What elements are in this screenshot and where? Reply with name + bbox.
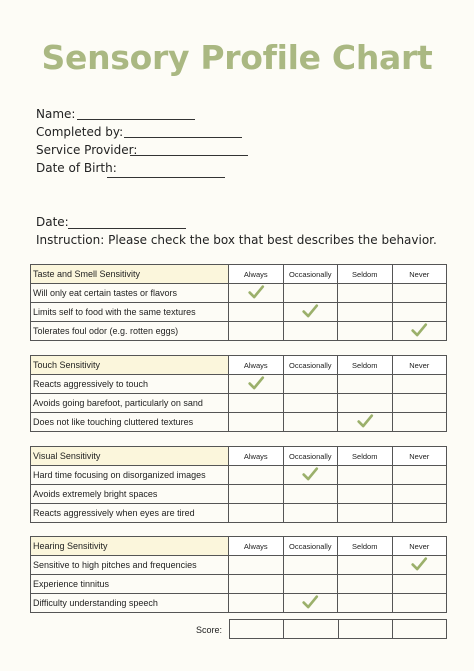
behavior-label: Avoids going barefoot, particularly on sand: [31, 394, 229, 413]
section-title: Hearing Sensitivity: [31, 537, 229, 556]
checkbox-cell[interactable]: [338, 594, 393, 613]
check-icon: [410, 321, 428, 339]
checkbox-cell[interactable]: [338, 322, 393, 341]
checkbox-cell[interactable]: [392, 413, 447, 432]
checkbox-cell[interactable]: [229, 375, 284, 394]
column-header: Occasionally: [283, 265, 338, 284]
checkbox-cell[interactable]: [392, 284, 447, 303]
column-header: Occasionally: [283, 356, 338, 375]
check-icon: [247, 283, 265, 301]
checkbox-cell[interactable]: [283, 303, 338, 322]
check-icon: [356, 412, 374, 430]
date-label: Date:: [36, 215, 69, 229]
check-icon: [301, 302, 319, 320]
checkbox-cell[interactable]: [229, 394, 284, 413]
section-table: [30, 264, 447, 341]
checkbox-cell[interactable]: [338, 394, 393, 413]
column-header: Occasionally: [283, 537, 338, 556]
column-header: Always: [229, 265, 284, 284]
table-row: [31, 594, 447, 613]
table-row: [31, 413, 447, 432]
checkbox-cell[interactable]: [229, 303, 284, 322]
checkbox-cell[interactable]: [338, 303, 393, 322]
table-row: [31, 394, 447, 413]
table-row: [31, 303, 447, 322]
date-field[interactable]: [68, 228, 186, 229]
checkbox-cell[interactable]: [338, 504, 393, 523]
column-header: Never: [392, 537, 447, 556]
checkbox-cell[interactable]: [283, 575, 338, 594]
checkbox-cell[interactable]: [283, 594, 338, 613]
section-title: Taste and Smell Sensitivity: [31, 265, 229, 284]
page-title: Sensory Profile Chart: [41, 38, 433, 77]
column-header: Never: [392, 265, 447, 284]
checkbox-cell[interactable]: [283, 394, 338, 413]
column-header: Never: [392, 447, 447, 466]
checkbox-cell[interactable]: [283, 413, 338, 432]
check-icon: [301, 593, 319, 611]
column-header: Always: [229, 537, 284, 556]
name-label: Name:: [36, 107, 76, 121]
name-field[interactable]: [77, 119, 195, 120]
score-cell[interactable]: [230, 620, 284, 639]
behavior-label: Limits self to food with the same textures: [31, 303, 229, 322]
checkbox-cell[interactable]: [338, 485, 393, 504]
column-header: Seldom: [338, 537, 393, 556]
checkbox-cell[interactable]: [392, 504, 447, 523]
behavior-label: Reacts aggressively to touch: [31, 375, 229, 394]
behavior-label: Will only eat certain tastes or flavors: [31, 284, 229, 303]
behavior-label: Hard time focusing on disorganized images: [31, 466, 229, 485]
table-row: [31, 322, 447, 341]
checkbox-cell[interactable]: [283, 485, 338, 504]
checkbox-cell[interactable]: [392, 394, 447, 413]
checkbox-cell[interactable]: [283, 375, 338, 394]
section-table: [30, 536, 447, 613]
score-cell[interactable]: [338, 620, 392, 639]
date-of-birth-field[interactable]: [107, 177, 225, 178]
column-header: Seldom: [338, 265, 393, 284]
checkbox-cell[interactable]: [283, 504, 338, 523]
service-provider-field[interactable]: [130, 155, 248, 156]
check-icon: [247, 374, 265, 392]
checkbox-cell[interactable]: [338, 556, 393, 575]
checkbox-cell[interactable]: [392, 575, 447, 594]
checkbox-cell[interactable]: [338, 575, 393, 594]
behavior-label: Sensitive to high pitches and frequencies: [31, 556, 229, 575]
table-row: [31, 504, 447, 523]
checkbox-cell[interactable]: [392, 375, 447, 394]
checkbox-cell[interactable]: [338, 413, 393, 432]
checkbox-cell[interactable]: [392, 466, 447, 485]
checkbox-cell[interactable]: [229, 284, 284, 303]
checkbox-cell[interactable]: [338, 284, 393, 303]
checkbox-cell[interactable]: [392, 556, 447, 575]
table-row: [31, 575, 447, 594]
checkbox-cell[interactable]: [229, 322, 284, 341]
behavior-label: Difficulty understanding speech: [31, 594, 229, 613]
checkbox-cell[interactable]: [229, 485, 284, 504]
checkbox-cell[interactable]: [229, 504, 284, 523]
table-row: [31, 556, 447, 575]
checkbox-cell[interactable]: [229, 594, 284, 613]
column-header: Occasionally: [283, 447, 338, 466]
column-header: Seldom: [338, 356, 393, 375]
column-header: Always: [229, 447, 284, 466]
behavior-label: Tolerates foul odor (e.g. rotten eggs): [31, 322, 229, 341]
section-table: [30, 355, 447, 432]
score-cell[interactable]: [392, 620, 446, 639]
instruction-text: Instruction: Please check the box that best describes the behavior.: [36, 233, 437, 247]
checkbox-cell[interactable]: [338, 375, 393, 394]
score-cell[interactable]: [284, 620, 338, 639]
table-row: [31, 485, 447, 504]
section-title: Touch Sensitivity: [31, 356, 229, 375]
checkbox-cell[interactable]: [392, 485, 447, 504]
score-table: [229, 619, 447, 639]
section-title: Visual Sensitivity: [31, 447, 229, 466]
service-provider-label: Service Provider:: [36, 143, 138, 157]
column-header: Always: [229, 356, 284, 375]
checkbox-cell[interactable]: [229, 556, 284, 575]
behavior-label: Does not like touching cluttered textures: [31, 413, 229, 432]
section-table: [30, 446, 447, 523]
table-row: [31, 284, 447, 303]
checkbox-cell[interactable]: [283, 322, 338, 341]
completed-by-label: Completed by:: [36, 125, 124, 139]
checkbox-cell[interactable]: [392, 303, 447, 322]
table-row: [31, 466, 447, 485]
checkbox-cell[interactable]: [283, 556, 338, 575]
date-of-birth-label: Date of Birth:: [36, 161, 117, 175]
checkbox-cell[interactable]: [229, 466, 284, 485]
column-header: Never: [392, 356, 447, 375]
checkbox-cell[interactable]: [229, 575, 284, 594]
table-row: [31, 375, 447, 394]
checkbox-cell[interactable]: [283, 284, 338, 303]
behavior-label: Reacts aggressively when eyes are tired: [31, 504, 229, 523]
behavior-label: Experience tinnitus: [31, 575, 229, 594]
checkbox-cell[interactable]: [229, 413, 284, 432]
behavior-label: Avoids extremely bright spaces: [31, 485, 229, 504]
score-label: Score:: [196, 625, 223, 635]
column-header: Seldom: [338, 447, 393, 466]
checkbox-cell[interactable]: [392, 594, 447, 613]
completed-by-field[interactable]: [124, 137, 242, 138]
checkbox-cell[interactable]: [392, 322, 447, 341]
checkbox-cell[interactable]: [283, 466, 338, 485]
check-icon: [410, 555, 428, 573]
check-icon: [301, 465, 319, 483]
checkbox-cell[interactable]: [338, 466, 393, 485]
